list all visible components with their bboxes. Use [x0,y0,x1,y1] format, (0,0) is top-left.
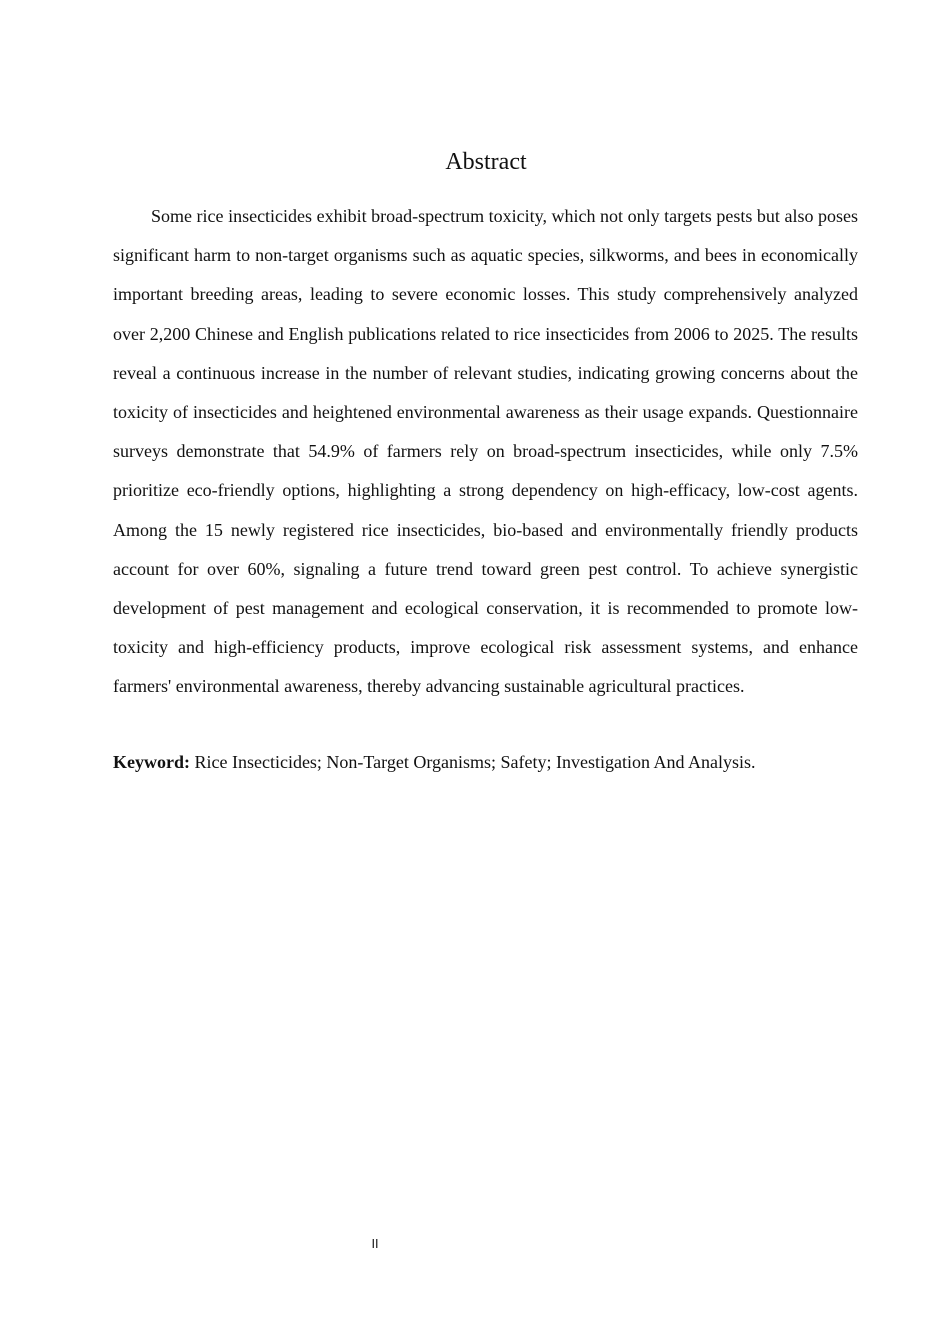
abstract-heading: Abstract [445,149,527,175]
abstract-body: Some rice insecticides exhibit broad-spectrum toxicity, which not only targets pests but also poses significant harm to non-target organisms such as aquatic species, silkworms, and bees in economically important breeding areas, leading to severe economic losses. This study comprehensively analyzed over 2,200 Chinese and English publications related to rice insecticides from 2006 to 2025. The results reveal a continuous increase in the number of relevant studies, indicating growing concerns about the toxicity of insecticides and heightened environmental awareness as their usage expands. Questionnaire surveys demonstrate that 54.9% of farmers rely on broad-spectrum insecticides, while only 7.5% prioritize eco-friendly options, highlighting a strong dependency on high-efficacy, low-cost agents. Among the 15 newly registered rice insecticides, bio-based and environmentally friendly products account for over 60%, signaling a future trend toward green pest control. To achieve synergistic development of pest management and ecological conservation, it is recommended to promote low-toxicity and high-efficiency products, improve ecological risk assessment systems, and enhance farmers' environmental awareness, thereby advancing sustainable agricultural practices. [113,206,858,697]
keywords-line [113,748,858,776]
keywords-text: Rice Insecticides; Non-Target Organisms; Safety; Investigation And Analysis. [189,752,756,772]
keywords-label: Keyword: [113,752,190,772]
page-number: II [371,1237,379,1251]
